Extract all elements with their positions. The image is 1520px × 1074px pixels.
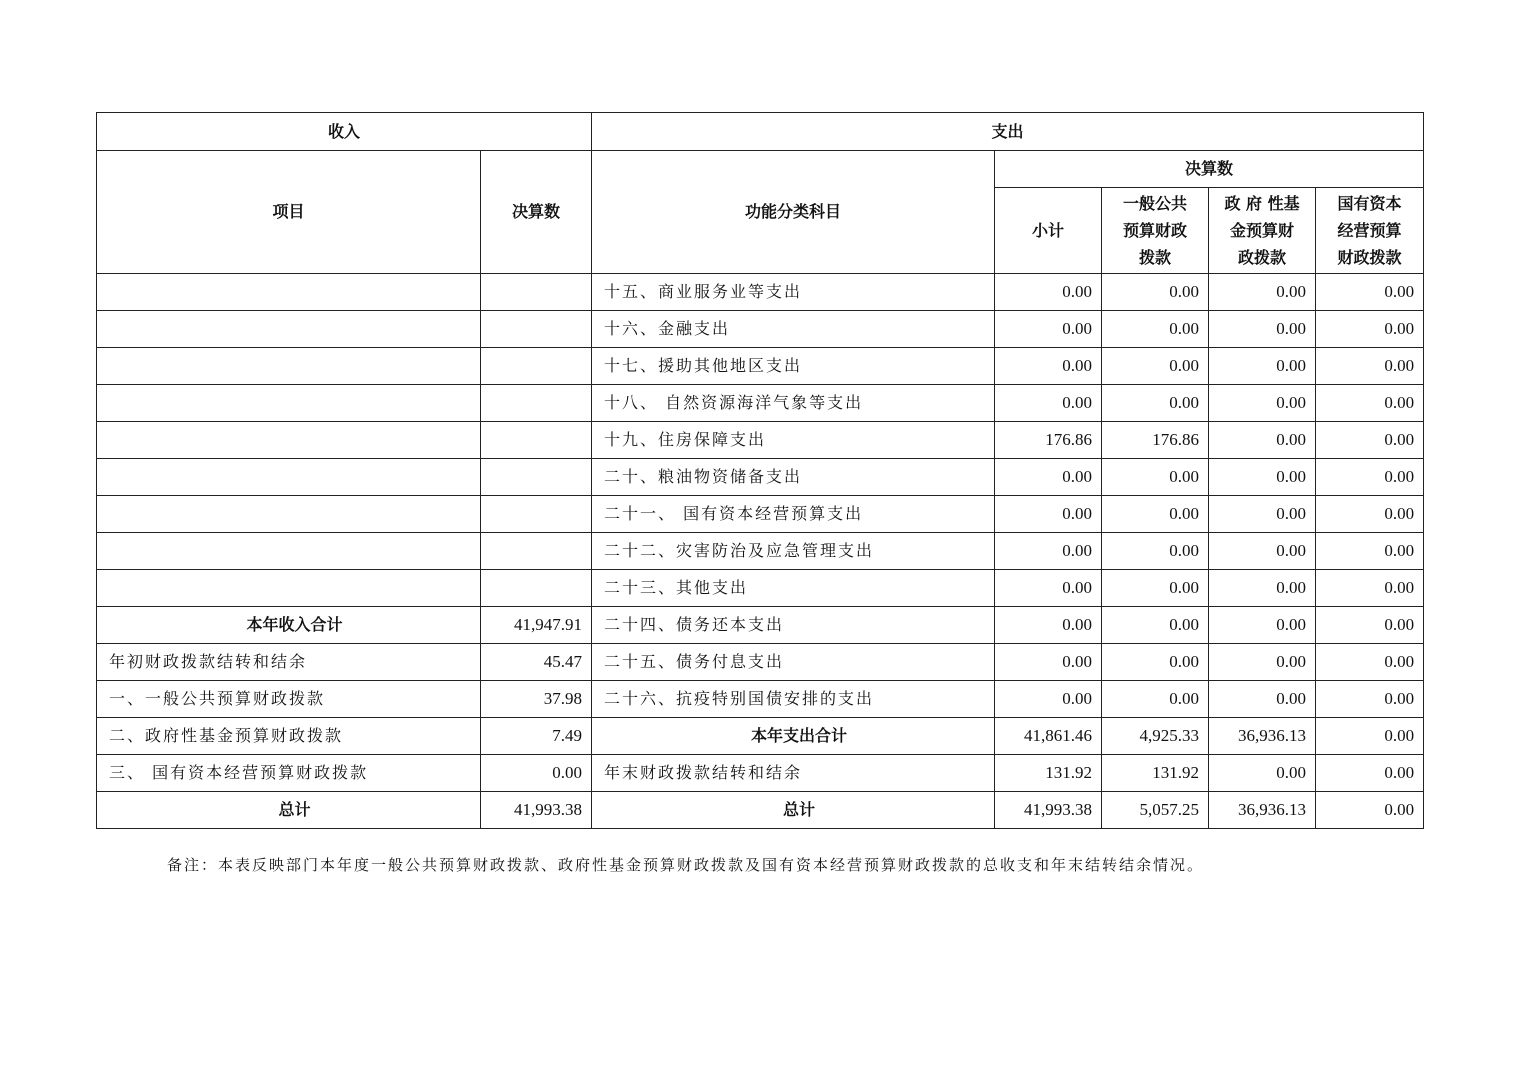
income-amount-cell bbox=[481, 570, 592, 607]
income-amount-cell bbox=[481, 385, 592, 422]
state-capital-budget-cell: 0.00 bbox=[1316, 755, 1424, 792]
table-row bbox=[97, 348, 1424, 385]
budget-summary-table bbox=[96, 112, 1424, 829]
expense-item-cell: 二十五、债务付息支出 bbox=[592, 644, 995, 681]
income-item-cell bbox=[97, 422, 481, 459]
subtotal-cell: 176.86 bbox=[995, 422, 1102, 459]
fund-budget-cell: 0.00 bbox=[1209, 570, 1316, 607]
income-amount-cell: 41,993.38 bbox=[481, 792, 592, 829]
income-amount-cell bbox=[481, 311, 592, 348]
state-capital-budget-cell: 0.00 bbox=[1316, 348, 1424, 385]
subtotal-cell: 0.00 bbox=[995, 681, 1102, 718]
income-item-cell: 三、 国有资本经营预算财政拨款 bbox=[97, 755, 481, 792]
general-budget-cell: 0.00 bbox=[1102, 348, 1209, 385]
expense-item-cell: 二十六、抗疫特别国债安排的支出 bbox=[592, 681, 995, 718]
subtotal-cell: 0.00 bbox=[995, 570, 1102, 607]
subtotal-cell: 0.00 bbox=[995, 607, 1102, 644]
subtotal-cell: 0.00 bbox=[995, 385, 1102, 422]
expense-item-cell: 年末财政拨款结转和结余 bbox=[592, 755, 995, 792]
general-budget-cell: 0.00 bbox=[1102, 459, 1209, 496]
fund-budget-cell: 0.00 bbox=[1209, 607, 1316, 644]
state-capital-budget-cell: 0.00 bbox=[1316, 274, 1424, 311]
subtotal-cell: 0.00 bbox=[995, 459, 1102, 496]
footnote: 备注：本表反映部门本年度一般公共预算财政拨款、政府性基金预算财政拨款及国有资本经营预算财政拨款的总收支和年末结转结余情况。 bbox=[167, 856, 1205, 874]
table-row bbox=[97, 274, 1424, 311]
state-capital-budget-header-text: 国有资本经营预算财政拨款 bbox=[1337, 194, 1402, 267]
fund-budget-header-text: 政 府 性基金预算财政拨款 bbox=[1224, 194, 1300, 267]
table-row bbox=[97, 311, 1424, 348]
expense-item-cell: 十九、住房保障支出 bbox=[592, 422, 995, 459]
income-amount-cell: 37.98 bbox=[481, 681, 592, 718]
table-row bbox=[97, 459, 1424, 496]
fund-budget-cell: 0.00 bbox=[1209, 496, 1316, 533]
state-capital-budget-cell: 0.00 bbox=[1316, 792, 1424, 829]
income-item-cell: 二、政府性基金预算财政拨款 bbox=[97, 718, 481, 755]
fund-budget-cell: 0.00 bbox=[1209, 385, 1316, 422]
income-item-cell bbox=[97, 348, 481, 385]
table-row bbox=[97, 607, 1424, 644]
income-item-cell bbox=[97, 570, 481, 607]
general-budget-cell: 0.00 bbox=[1102, 570, 1209, 607]
fund-budget-cell: 0.00 bbox=[1209, 274, 1316, 311]
expense-item-cell: 十五、商业服务业等支出 bbox=[592, 274, 995, 311]
item-header: 项目 bbox=[97, 151, 481, 274]
state-capital-budget-cell: 0.00 bbox=[1316, 459, 1424, 496]
expense-item-cell: 总计 bbox=[592, 792, 995, 829]
fund-budget-cell: 36,936.13 bbox=[1209, 718, 1316, 755]
general-budget-cell: 176.86 bbox=[1102, 422, 1209, 459]
category-header: 功能分类科目 bbox=[592, 151, 995, 274]
income-amount-cell: 7.49 bbox=[481, 718, 592, 755]
income-item-cell: 本年收入合计 bbox=[97, 607, 481, 644]
fund-budget-cell: 0.00 bbox=[1209, 422, 1316, 459]
general-budget-header bbox=[1102, 188, 1209, 274]
income-final-amount-header: 决算数 bbox=[481, 151, 592, 274]
table-row bbox=[97, 533, 1424, 570]
table-row bbox=[97, 644, 1424, 681]
table-row bbox=[97, 422, 1424, 459]
subtotal-cell: 0.00 bbox=[995, 348, 1102, 385]
income-header: 收入 bbox=[97, 113, 592, 151]
expense-item-cell: 十七、援助其他地区支出 bbox=[592, 348, 995, 385]
income-amount-cell bbox=[481, 459, 592, 496]
general-budget-cell: 0.00 bbox=[1102, 311, 1209, 348]
income-item-cell: 年初财政拨款结转和结余 bbox=[97, 644, 481, 681]
fund-budget-cell: 0.00 bbox=[1209, 681, 1316, 718]
fund-budget-cell: 0.00 bbox=[1209, 533, 1316, 570]
expense-item-cell: 十六、金融支出 bbox=[592, 311, 995, 348]
fund-budget-cell: 36,936.13 bbox=[1209, 792, 1316, 829]
income-amount-cell bbox=[481, 533, 592, 570]
subtotal-cell: 41,993.38 bbox=[995, 792, 1102, 829]
fund-budget-cell: 0.00 bbox=[1209, 311, 1316, 348]
state-capital-budget-cell: 0.00 bbox=[1316, 311, 1424, 348]
income-amount-cell bbox=[481, 496, 592, 533]
expense-item-cell: 十八、 自然资源海洋气象等支出 bbox=[592, 385, 995, 422]
state-capital-budget-cell: 0.00 bbox=[1316, 607, 1424, 644]
general-budget-cell: 0.00 bbox=[1102, 385, 1209, 422]
general-budget-cell: 4,925.33 bbox=[1102, 718, 1209, 755]
income-amount-cell: 41,947.91 bbox=[481, 607, 592, 644]
income-item-cell bbox=[97, 385, 481, 422]
income-amount-cell bbox=[481, 422, 592, 459]
income-item-cell bbox=[97, 459, 481, 496]
state-capital-budget-cell: 0.00 bbox=[1316, 681, 1424, 718]
expense-item-cell: 二十、粮油物资储备支出 bbox=[592, 459, 995, 496]
subtotal-cell: 41,861.46 bbox=[995, 718, 1102, 755]
table-row bbox=[97, 681, 1424, 718]
income-item-cell bbox=[97, 274, 481, 311]
fund-budget-cell: 0.00 bbox=[1209, 459, 1316, 496]
table-row bbox=[97, 718, 1424, 755]
table-row bbox=[97, 496, 1424, 533]
table-row bbox=[97, 792, 1424, 829]
state-capital-budget-cell: 0.00 bbox=[1316, 385, 1424, 422]
state-capital-budget-cell: 0.00 bbox=[1316, 718, 1424, 755]
general-budget-cell: 0.00 bbox=[1102, 644, 1209, 681]
expense-item-cell: 二十四、债务还本支出 bbox=[592, 607, 995, 644]
general-budget-cell: 0.00 bbox=[1102, 274, 1209, 311]
expense-item-cell: 本年支出合计 bbox=[592, 718, 995, 755]
state-capital-budget-cell: 0.00 bbox=[1316, 644, 1424, 681]
income-item-cell bbox=[97, 496, 481, 533]
income-item-cell bbox=[97, 311, 481, 348]
table-row bbox=[97, 385, 1424, 422]
expense-final-amount-header: 决算数 bbox=[995, 151, 1424, 188]
table-row bbox=[97, 570, 1424, 607]
state-capital-budget-cell: 0.00 bbox=[1316, 422, 1424, 459]
fund-budget-cell: 0.00 bbox=[1209, 755, 1316, 792]
subtotal-cell: 0.00 bbox=[995, 533, 1102, 570]
state-capital-budget-cell: 0.00 bbox=[1316, 496, 1424, 533]
fund-budget-cell: 0.00 bbox=[1209, 348, 1316, 385]
state-capital-budget-cell: 0.00 bbox=[1316, 533, 1424, 570]
income-amount-cell: 0.00 bbox=[481, 755, 592, 792]
state-capital-budget-header bbox=[1316, 188, 1424, 274]
expense-header: 支出 bbox=[592, 113, 1424, 151]
income-item-cell bbox=[97, 533, 481, 570]
income-item-cell: 一、一般公共预算财政拨款 bbox=[97, 681, 481, 718]
income-amount-cell bbox=[481, 348, 592, 385]
general-budget-header-text: 一般公共预算财政拨款 bbox=[1123, 194, 1188, 267]
expense-item-cell: 二十三、其他支出 bbox=[592, 570, 995, 607]
general-budget-cell: 131.92 bbox=[1102, 755, 1209, 792]
general-budget-cell: 0.00 bbox=[1102, 533, 1209, 570]
fund-budget-header bbox=[1209, 188, 1316, 274]
general-budget-cell: 5,057.25 bbox=[1102, 792, 1209, 829]
general-budget-cell: 0.00 bbox=[1102, 607, 1209, 644]
subtotal-header: 小计 bbox=[995, 188, 1102, 274]
income-amount-cell bbox=[481, 274, 592, 311]
income-amount-cell: 45.47 bbox=[481, 644, 592, 681]
table-row bbox=[97, 755, 1424, 792]
subtotal-cell: 0.00 bbox=[995, 644, 1102, 681]
general-budget-cell: 0.00 bbox=[1102, 681, 1209, 718]
state-capital-budget-cell: 0.00 bbox=[1316, 570, 1424, 607]
expense-item-cell: 二十二、灾害防治及应急管理支出 bbox=[592, 533, 995, 570]
general-budget-cell: 0.00 bbox=[1102, 496, 1209, 533]
subtotal-cell: 0.00 bbox=[995, 274, 1102, 311]
fund-budget-cell: 0.00 bbox=[1209, 644, 1316, 681]
subtotal-cell: 131.92 bbox=[995, 755, 1102, 792]
income-item-cell: 总计 bbox=[97, 792, 481, 829]
subtotal-cell: 0.00 bbox=[995, 311, 1102, 348]
expense-item-cell: 二十一、 国有资本经营预算支出 bbox=[592, 496, 995, 533]
subtotal-cell: 0.00 bbox=[995, 496, 1102, 533]
